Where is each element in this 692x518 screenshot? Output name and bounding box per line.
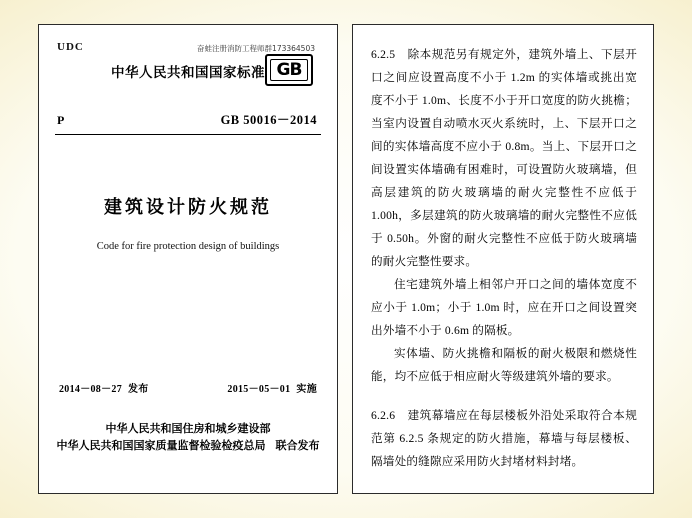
clause-paragraph: 实体墙、防火挑檐和隔板的耐火极限和燃烧性能，均不应低于相应耐火等级建筑外墙的要求。 xyxy=(371,347,637,383)
page-title-english: Code for fire protection design of buildings xyxy=(96,241,280,252)
dates-row xyxy=(55,380,321,395)
effective-date-group xyxy=(227,380,317,395)
gb-logo-icon: GB xyxy=(265,54,313,86)
cover-page xyxy=(38,24,338,494)
clause-paragraph: 6.2.5 除本规范另有规定外，建筑外墙上、下层开口之间应设置高度不小于 1.2m 的实体墙或挑出宽度不小于 1.0m、长度不小于开口宽度的防火挑檐；当室内设置自动喷水灭火系统时，上、下层开口之间的实体墙高度不应小于 0.8m。当上、下层开口之间设置实体墙确有困难时，可设置防火玻璃墙，但高层建筑的防火玻璃墙的耐火完整性不应低于 1.00h，多层建筑的防火玻璃墙的耐火完整性不应低于 0.50h。外窗的耐火完整性不应低于防火玻璃墙的耐火完整性要求。 xyxy=(371,48,637,268)
code-letter: P xyxy=(57,113,65,127)
body-text xyxy=(371,43,637,473)
issue-label: 发布 xyxy=(128,384,149,395)
clause-paragraph: 6.2.6 建筑幕墙应在每层楼板外沿处采取符合本规范第 6.2.5 条规定的防火措施，幕墙与每层楼板、隔墙处的缝隙应采用防火封堵材料封堵。 xyxy=(371,409,637,468)
udc-label: UDC xyxy=(57,41,84,53)
national-standard-row xyxy=(55,56,321,86)
joint-issue-label: 联合发布 xyxy=(275,440,320,452)
code-row xyxy=(55,110,321,128)
issuer-line-2: 中华人民共和国国家质量监督检验检疫总局 xyxy=(56,440,266,452)
watermark-text: 奋蛙注册消防工程师群173364503 xyxy=(197,44,315,53)
issue-date-group xyxy=(59,380,149,395)
national-standard-title: 中华人民共和国国家标准 xyxy=(111,65,265,80)
effective-label: 实施 xyxy=(296,384,317,395)
document-pages xyxy=(38,24,654,494)
divider-rule xyxy=(55,134,321,135)
issuer-line-1: 中华人民共和国住房和城乡建设部 xyxy=(105,423,271,435)
effective-date: 2015－05－01 xyxy=(227,384,291,395)
clause-paragraph: 住宅建筑外墙上相邻户开口之间的墙体宽度不应小于 1.0m；小于 1.0m 时，应在开口之间设置突出外墙不小于 0.6m 的隔板。 xyxy=(371,278,637,337)
issuers-block xyxy=(55,421,321,455)
page-title: 建筑设计防火规范 xyxy=(104,197,272,217)
standard-code-number: GB 50016－2014 xyxy=(220,113,317,127)
issue-date: 2014－08－27 xyxy=(59,384,122,395)
cover-top-row xyxy=(55,41,321,54)
content-page xyxy=(352,24,654,494)
issuer-line-2-row xyxy=(57,438,320,455)
